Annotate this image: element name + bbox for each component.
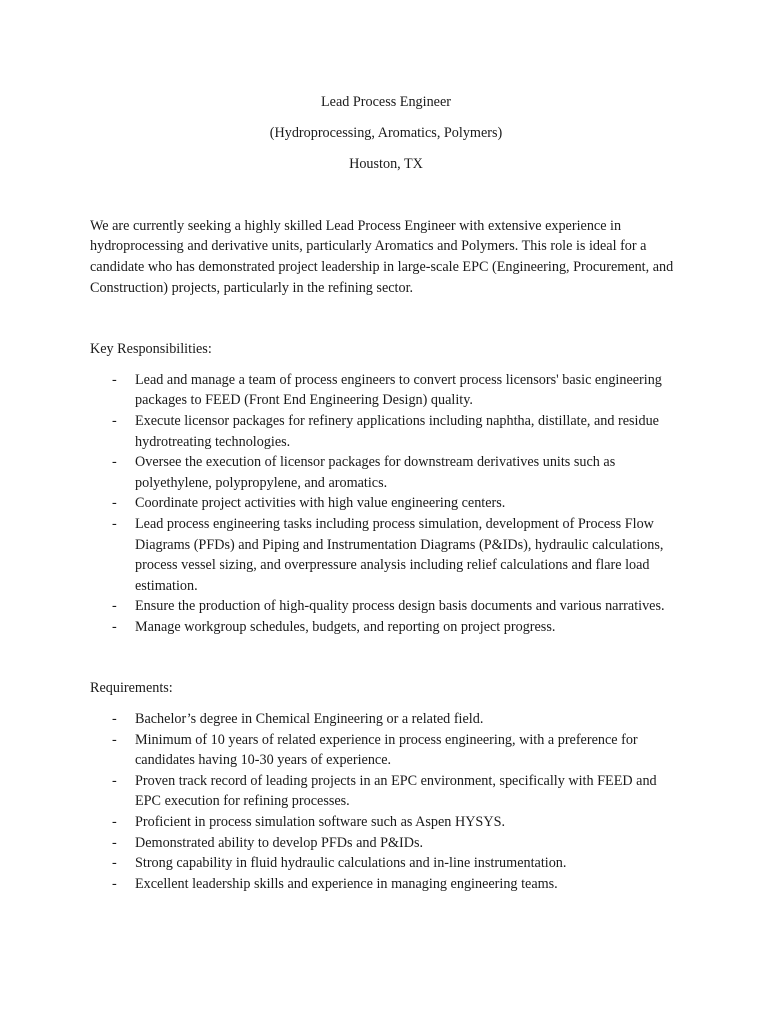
list-item-text: Minimum of 10 years of related experience in process engineering, with a preference for candidates having 10-30 years of experience. (135, 731, 638, 769)
job-location: Houston, TX (349, 156, 423, 173)
bullet-dash: - (112, 412, 117, 429)
bullet-dash: - (112, 855, 117, 872)
list-item (90, 370, 682, 411)
intro-paragraph: We are currently seeking a highly skilled Lead Process Engineer with extensive experience in hydroprocessing and derivative units, particularly Aromatics and Polymers. This role is ideal for a candidate who has demonstrated project leadership in large-scale EPC (Engineering, Procurement, and Construction) projects, particularly in the refining sector. (90, 217, 674, 296)
list-item-text: Oversee the execution of licensor packages for downstream derivatives units such as polyethylene, polypropylene, and aromatics. (135, 454, 616, 491)
list-item-text: Ensure the production of high-quality process design basis documents and various narratives. (135, 598, 665, 615)
bullet-dash: - (112, 731, 117, 748)
bullet-dash: - (112, 814, 117, 831)
list-item-text: Strong capability in fluid hydraulic calculations and in-line instrumentation. (135, 855, 567, 872)
bullet-dash: - (112, 875, 117, 892)
list-item (90, 874, 682, 895)
list-item-text: Coordinate project activities with high value engineering centers. (135, 495, 506, 512)
list-item (90, 452, 682, 493)
requirements-list (90, 709, 682, 894)
list-item (90, 812, 682, 833)
list-item (90, 493, 682, 514)
list-item (90, 730, 682, 771)
bullet-dash: - (112, 454, 117, 471)
bullet-dash: - (112, 834, 117, 851)
list-item-text: Demonstrated ability to develop PFDs and P&IDs. (135, 834, 424, 851)
list-item-text: Proven track record of leading projects in an EPC environment, specifically with FEED and EPC execution for refining processes. (135, 772, 657, 810)
list-item-text: Excellent leadership skills and experience in managing engineering teams. (135, 875, 558, 892)
list-item (90, 709, 682, 730)
list-item (90, 853, 682, 874)
bullet-dash: - (112, 495, 117, 512)
list-item (90, 617, 682, 638)
bullet-dash: - (112, 515, 117, 532)
list-item-text: Lead process engineering tasks including process simulation, development of Process Flow Diagrams (PFDs) and Piping and Instrumentation Diagrams (P&IDs), hydraulic calculations, process vessel sizing, and overpressure analysis including relief calculations and flare load estimation. (135, 515, 664, 594)
list-item (90, 833, 682, 854)
list-item (90, 771, 682, 812)
bullet-dash: - (112, 598, 117, 615)
responsibilities-heading: Key Responsibilities: (90, 341, 212, 358)
document-page (90, 92, 682, 894)
list-item (90, 411, 682, 452)
list-item-text: Bachelor’s degree in Chemical Engineering or a related field. (135, 711, 484, 728)
bullet-dash: - (112, 772, 117, 789)
list-item (90, 596, 682, 617)
job-subtitle: (Hydroprocessing, Aromatics, Polymers) (269, 125, 503, 142)
responsibilities-list (90, 370, 682, 638)
job-title: Lead Process Engineer (320, 94, 451, 110)
bullet-dash: - (112, 711, 117, 728)
list-item-text: Proficient in process simulation software such as Aspen HYSYS. (135, 814, 506, 831)
bullet-dash: - (112, 371, 117, 388)
list-item-text: Manage workgroup schedules, budgets, and reporting on project progress. (135, 618, 556, 635)
list-item-text: Execute licensor packages for refinery applications including naphtha, distillate, and residue hydrotreating technologies. (135, 412, 659, 450)
list-item-text: Lead and manage a team of process engineers to convert process licensors' basic engineering packages to FEED (Front End Engineering Design) quality. (135, 371, 662, 409)
requirements-heading: Requirements: (90, 680, 173, 697)
list-item (90, 514, 682, 596)
bullet-dash: - (112, 618, 117, 635)
